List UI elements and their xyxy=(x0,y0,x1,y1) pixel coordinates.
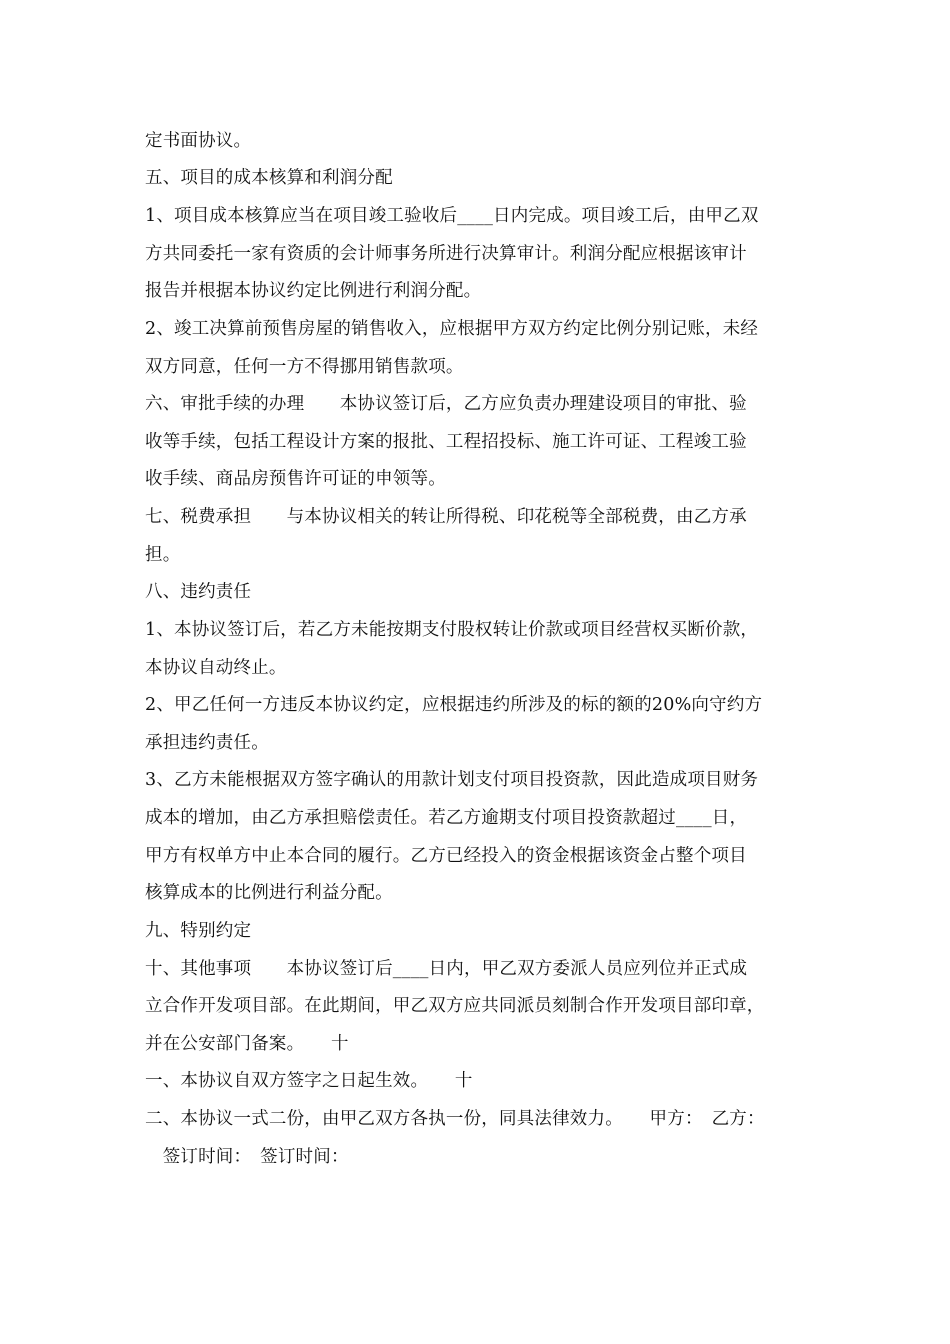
text-line-6: 2、竣工决算前预售房屋的销售收入，应根据甲方双方约定比例分别记账，未经 xyxy=(145,319,759,339)
text-line-14: 1、本协议签订后，若乙方未能按期支付股权转让价款或项目经营权买断价款， xyxy=(145,620,759,640)
text-line-10: 收手续、商品房预售许可证的申领等。 xyxy=(145,469,446,489)
text-line-4: 方共同委托一家有资质的会计师事务所进行决算审计。利润分配应根据该审计 xyxy=(145,244,747,264)
text-line-24: 立合作开发项目部。在此期间，甲乙双方应共同派员刻制合作开发项目部印章， xyxy=(145,996,765,1016)
text-line-16: 2、甲乙任何一方违反本协议约定，应根据违约所涉及的标的额的20%向守约方 xyxy=(145,695,763,715)
text-line-15: 本协议自动终止。 xyxy=(145,658,287,678)
text-line-25: 并在公安部门备案。 十 xyxy=(145,1034,349,1054)
text-line-12: 担。 xyxy=(145,545,181,565)
text-line-9: 收等手续，包括工程设计方案的报批、工程招投标、施工许可证、工程竣工验 xyxy=(145,432,747,452)
text-line-26: 一、本协议自双方签字之日起生效。 十 xyxy=(145,1071,473,1091)
text-line-1: 定书面协议。 xyxy=(145,131,252,151)
section-heading-8: 八、违约责任 xyxy=(145,582,252,602)
text-line-27: 二、本协议一式二份，由甲乙双方各执一份，同具法律效力。 甲方： 乙方： xyxy=(145,1109,765,1129)
text-line-19: 成本的增加，由乙方承担赔偿责任。若乙方逾期支付项目投资款超过____日， xyxy=(145,808,748,828)
section-heading-10: 十、其他事项 本协议签订后____日内，甲乙双方委派人员应列位并正式成 xyxy=(145,959,748,979)
text-line-21: 核算成本的比例进行利益分配。 xyxy=(145,883,393,903)
text-line-3: 1、项目成本核算应当在项目竣工验收后____日内完成。项目竣工后，由甲乙双 xyxy=(145,206,759,226)
section-heading-7: 七、税费承担 与本协议相关的转让所得税、印花税等全部税费，由乙方承 xyxy=(145,507,747,527)
section-heading-9: 九、特别约定 xyxy=(145,921,252,941)
text-line-20: 甲方有权单方中止本合同的履行。乙方已经投入的资金根据该资金占整个项目 xyxy=(145,846,747,866)
text-line-7: 双方同意，任何一方不得挪用销售款项。 xyxy=(145,357,464,377)
text-line-18: 3、乙方未能根据双方签字确认的用款计划支付项目投资款，因此造成项目财务 xyxy=(145,770,759,790)
section-heading-6: 六、审批手续的办理 本协议签订后，乙方应负责办理建设项目的审批、验 xyxy=(145,394,747,414)
signature-line: 签订时间： 签订时间： xyxy=(145,1147,349,1167)
section-heading-5: 五、项目的成本核算和利润分配 xyxy=(145,168,393,188)
text-line-5: 报告并根据本协议约定比例进行利润分配。 xyxy=(145,281,482,301)
text-line-17: 承担违约责任。 xyxy=(145,733,269,753)
